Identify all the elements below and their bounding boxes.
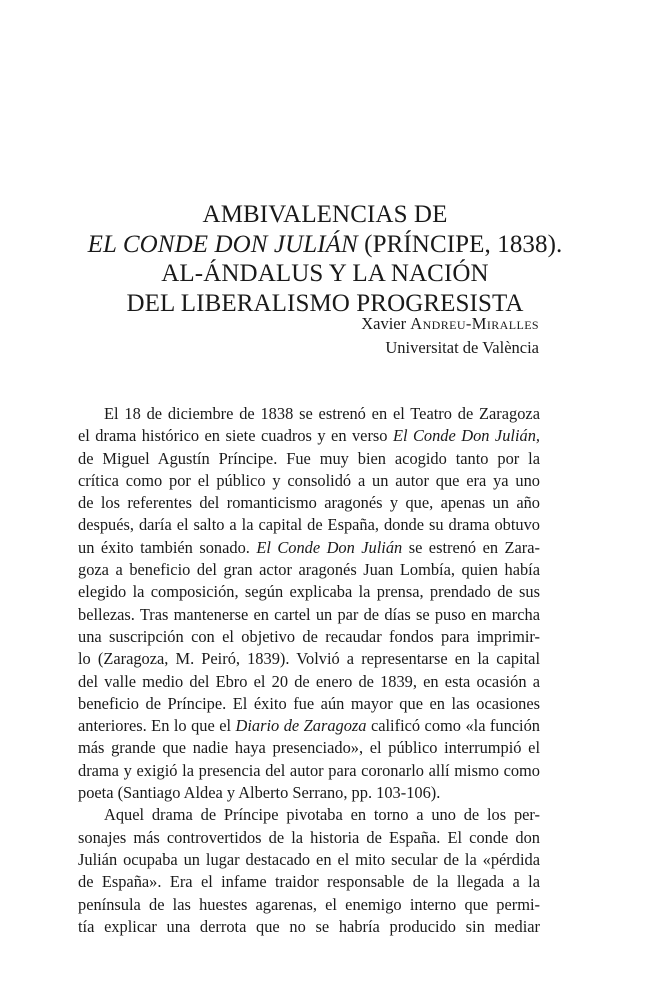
body-line: beneficio de Príncipe. El éxito fue aún mayor que en las ocasiones xyxy=(78,693,540,713)
title-line-1: AMBIVALENCIAS DE xyxy=(202,201,448,228)
newspaper-title-italic: Diario de Zaragoza xyxy=(235,716,367,736)
title-line-2 xyxy=(60,230,590,260)
author-name xyxy=(361,314,539,334)
author-affiliation: Universitat de València xyxy=(385,338,539,357)
article-body xyxy=(78,403,540,938)
author-last-name: Andreu-Miralles xyxy=(410,314,539,333)
work-title-italic: El Conde Don Julián, xyxy=(392,426,540,446)
author-first-name: Xavier xyxy=(361,314,411,333)
paragraph-2 xyxy=(78,804,540,938)
body-line: drama y exigió la presencia del autor para coronarlo allí mismo como xyxy=(78,760,540,780)
body-line: goza a beneficio del gran actor aragonés Juan Lombía, quien había xyxy=(78,560,540,580)
body-line: lo (Zaragoza, M. Peiró, 1839). Volvió a representarse en la capital xyxy=(78,649,540,669)
body-line: más grande que nadie haya presenciado», el público interrumpió el xyxy=(78,738,540,758)
body-line: sonajes más controvertidos de la historia de España. El conde don xyxy=(78,827,540,847)
paragraph-1 xyxy=(78,403,540,804)
body-line: crítica como por el público y consolidó a un autor que era ya uno xyxy=(78,470,540,490)
body-line: Julián ocupaba un lugar destacado en el mito secular de la «pérdida xyxy=(78,849,540,869)
body-line: tía explicar una derrota que no se habría producido sin mediar xyxy=(78,916,540,936)
body-line: anteriores. En lo que el Diario de Zaragoza calificó como «la función xyxy=(78,716,540,736)
body-line: El 18 de diciembre de 1838 se estrenó en el Teatro de Zaragoza xyxy=(104,404,540,423)
body-line: Aquel drama de Príncipe pivotaba en torno a uno de los per- xyxy=(104,805,540,825)
body-line: elegido la composición, según explicaba la prensa, prendado de sus xyxy=(78,582,540,602)
title-line-3: AL-ÁNDALUS Y LA NACIÓN xyxy=(161,260,489,287)
title-line-4: DEL LIBERALISMO PROGRESISTA xyxy=(126,289,524,317)
title-line-2-rest: (PRÍNCIPE, 1838). xyxy=(357,230,563,258)
body-line: bellezas. Tras mantenerse en cartel un par de días se puso en marcha xyxy=(78,604,540,624)
body-line: de España». Era el infame traidor responsable de la llegada a la xyxy=(78,872,540,892)
body-line: de los referentes del romanticismo aragonés y que, apenas un año xyxy=(78,493,540,513)
body-line: un éxito también sonado. El Conde Don Julián se estrenó en Zara- xyxy=(78,537,540,557)
body-line: poeta (Santiago Aldea y Alberto Serrano, pp. 103-106). xyxy=(78,783,441,803)
body-line: una suscripción con el objetivo de recaudar fondos para imprimir- xyxy=(78,626,540,646)
body-line: el drama histórico en siete cuadros y en verso El Conde Don Julián, xyxy=(78,426,540,446)
title-work-italic: EL CONDE DON JULIÁN xyxy=(87,230,358,258)
article-title xyxy=(60,200,590,318)
body-line: de Miguel Agustín Príncipe. Fue muy bien acogido tanto por la xyxy=(78,448,540,468)
body-line: del valle medio del Ebro el 20 de enero de 1839, en esta ocasión a xyxy=(78,671,540,691)
body-line: después, daría el salto a la capital de España, donde su drama obtuvo xyxy=(78,515,540,535)
body-line: península de las huestes agarenas, el enemigo interno que permi- xyxy=(78,894,540,914)
work-title-italic: El Conde Don Julián xyxy=(256,537,403,557)
